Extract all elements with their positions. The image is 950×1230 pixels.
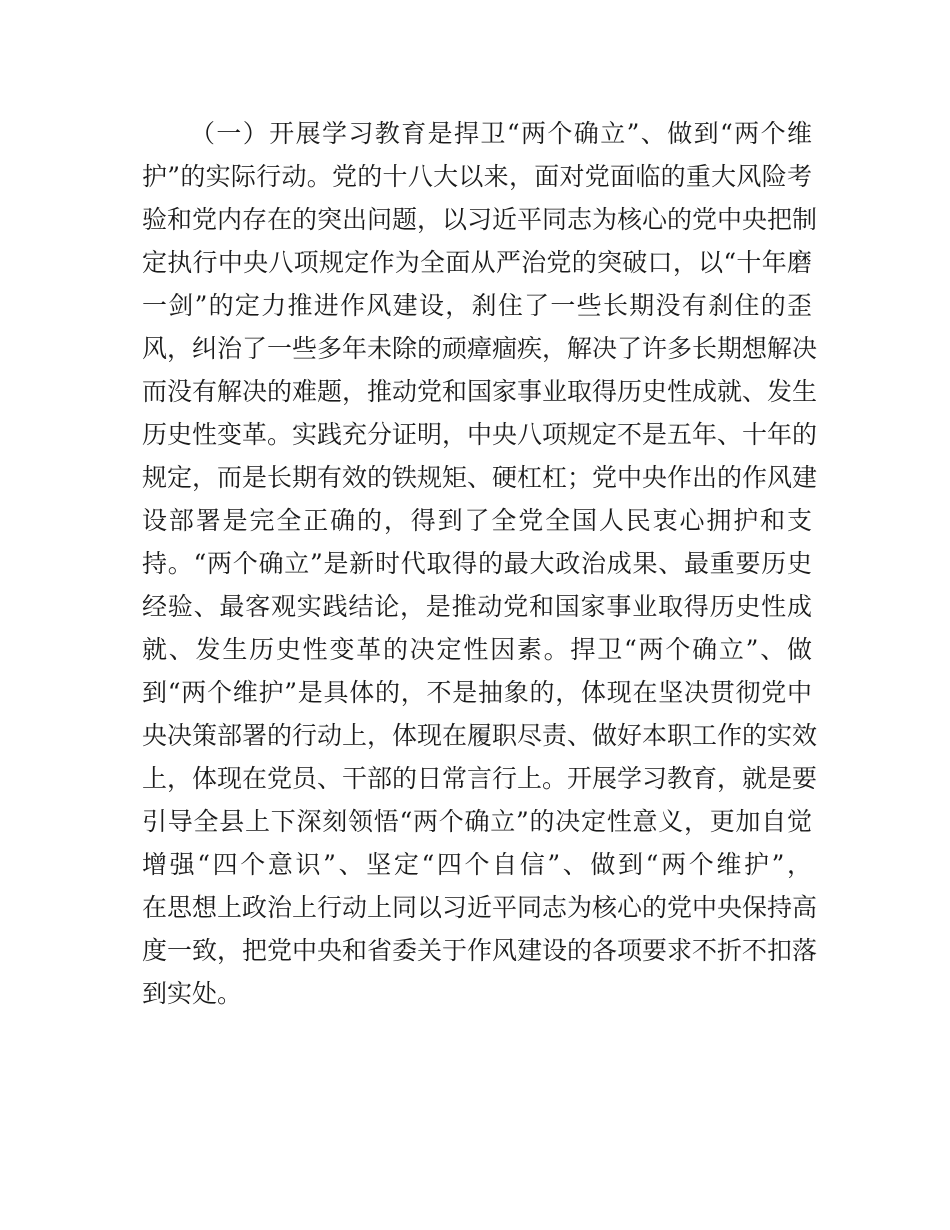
paragraph-line: 一剑”的定力推进作风建设，刹住了一些长期没有刹住的歪 [142,291,812,320]
paragraph-line: 历史性变革。实践充分证明，中央八项规定不是五年、十年的 [142,420,818,449]
paragraph-line: 上，体现在党员、干部的日常言行上。开展学习教育，就是要 [142,764,818,793]
paragraph-line: 到实处。 [142,979,243,1008]
paragraph-line: 增强“四个意识”、坚定“四个自信”、做到“两个维护”， [142,850,812,879]
paragraph-line: 验和党内存在的突出问题，以习近平同志为核心的党中央把制 [142,205,818,234]
paragraph-line: 而没有解决的难题，推动党和国家事业取得历史性成就、发生 [142,377,818,406]
paragraph-line: 在思想上政治上行动上同以习近平同志为核心的党中央保持高 [142,893,818,922]
paragraph-line: 护”的实际行动。党的十八大以来，面对党面临的重大风险考 [142,162,812,191]
paragraph-line: 央决策部署的行动上，体现在履职尽责、做好本职工作的实效 [142,721,818,750]
paragraph-line: 经验、最客观实践结论，是推动党和国家事业取得历史性成 [142,592,812,621]
paragraph-line: 到“两个维护”是具体的，不是抽象的，体现在坚决贯彻党中 [142,678,812,707]
paragraph-line: 持。“两个确立”是新时代取得的最大政治成果、最重要历史 [142,549,812,578]
paragraph-line: 引导全县上下深刻领悟“两个确立”的决定性意义，更加自觉 [142,807,812,836]
body-paragraph [142,112,818,1015]
paragraph-line: （一）开展学习教育是捍卫“两个确立”、做到“两个维 [190,119,812,148]
paragraph-line: 设部署是完全正确的，得到了全党全国人民衷心拥护和支 [142,506,812,535]
paragraph-line: 风，纠治了一些多年未除的顽瘴痼疾，解决了许多长期想解决 [142,334,818,363]
paragraph-line: 规定，而是长期有效的铁规矩、硬杠杠；党中央作出的作风建 [142,463,818,492]
paragraph-line: 定执行中央八项规定作为全面从严治党的突破口，以“十年磨 [142,248,812,277]
paragraph-line: 就、发生历史性变革的决定性因素。捍卫“两个确立”、做 [142,635,812,664]
paragraph-line: 度一致，把党中央和省委关于作风建设的各项要求不折不扣落 [142,936,818,965]
